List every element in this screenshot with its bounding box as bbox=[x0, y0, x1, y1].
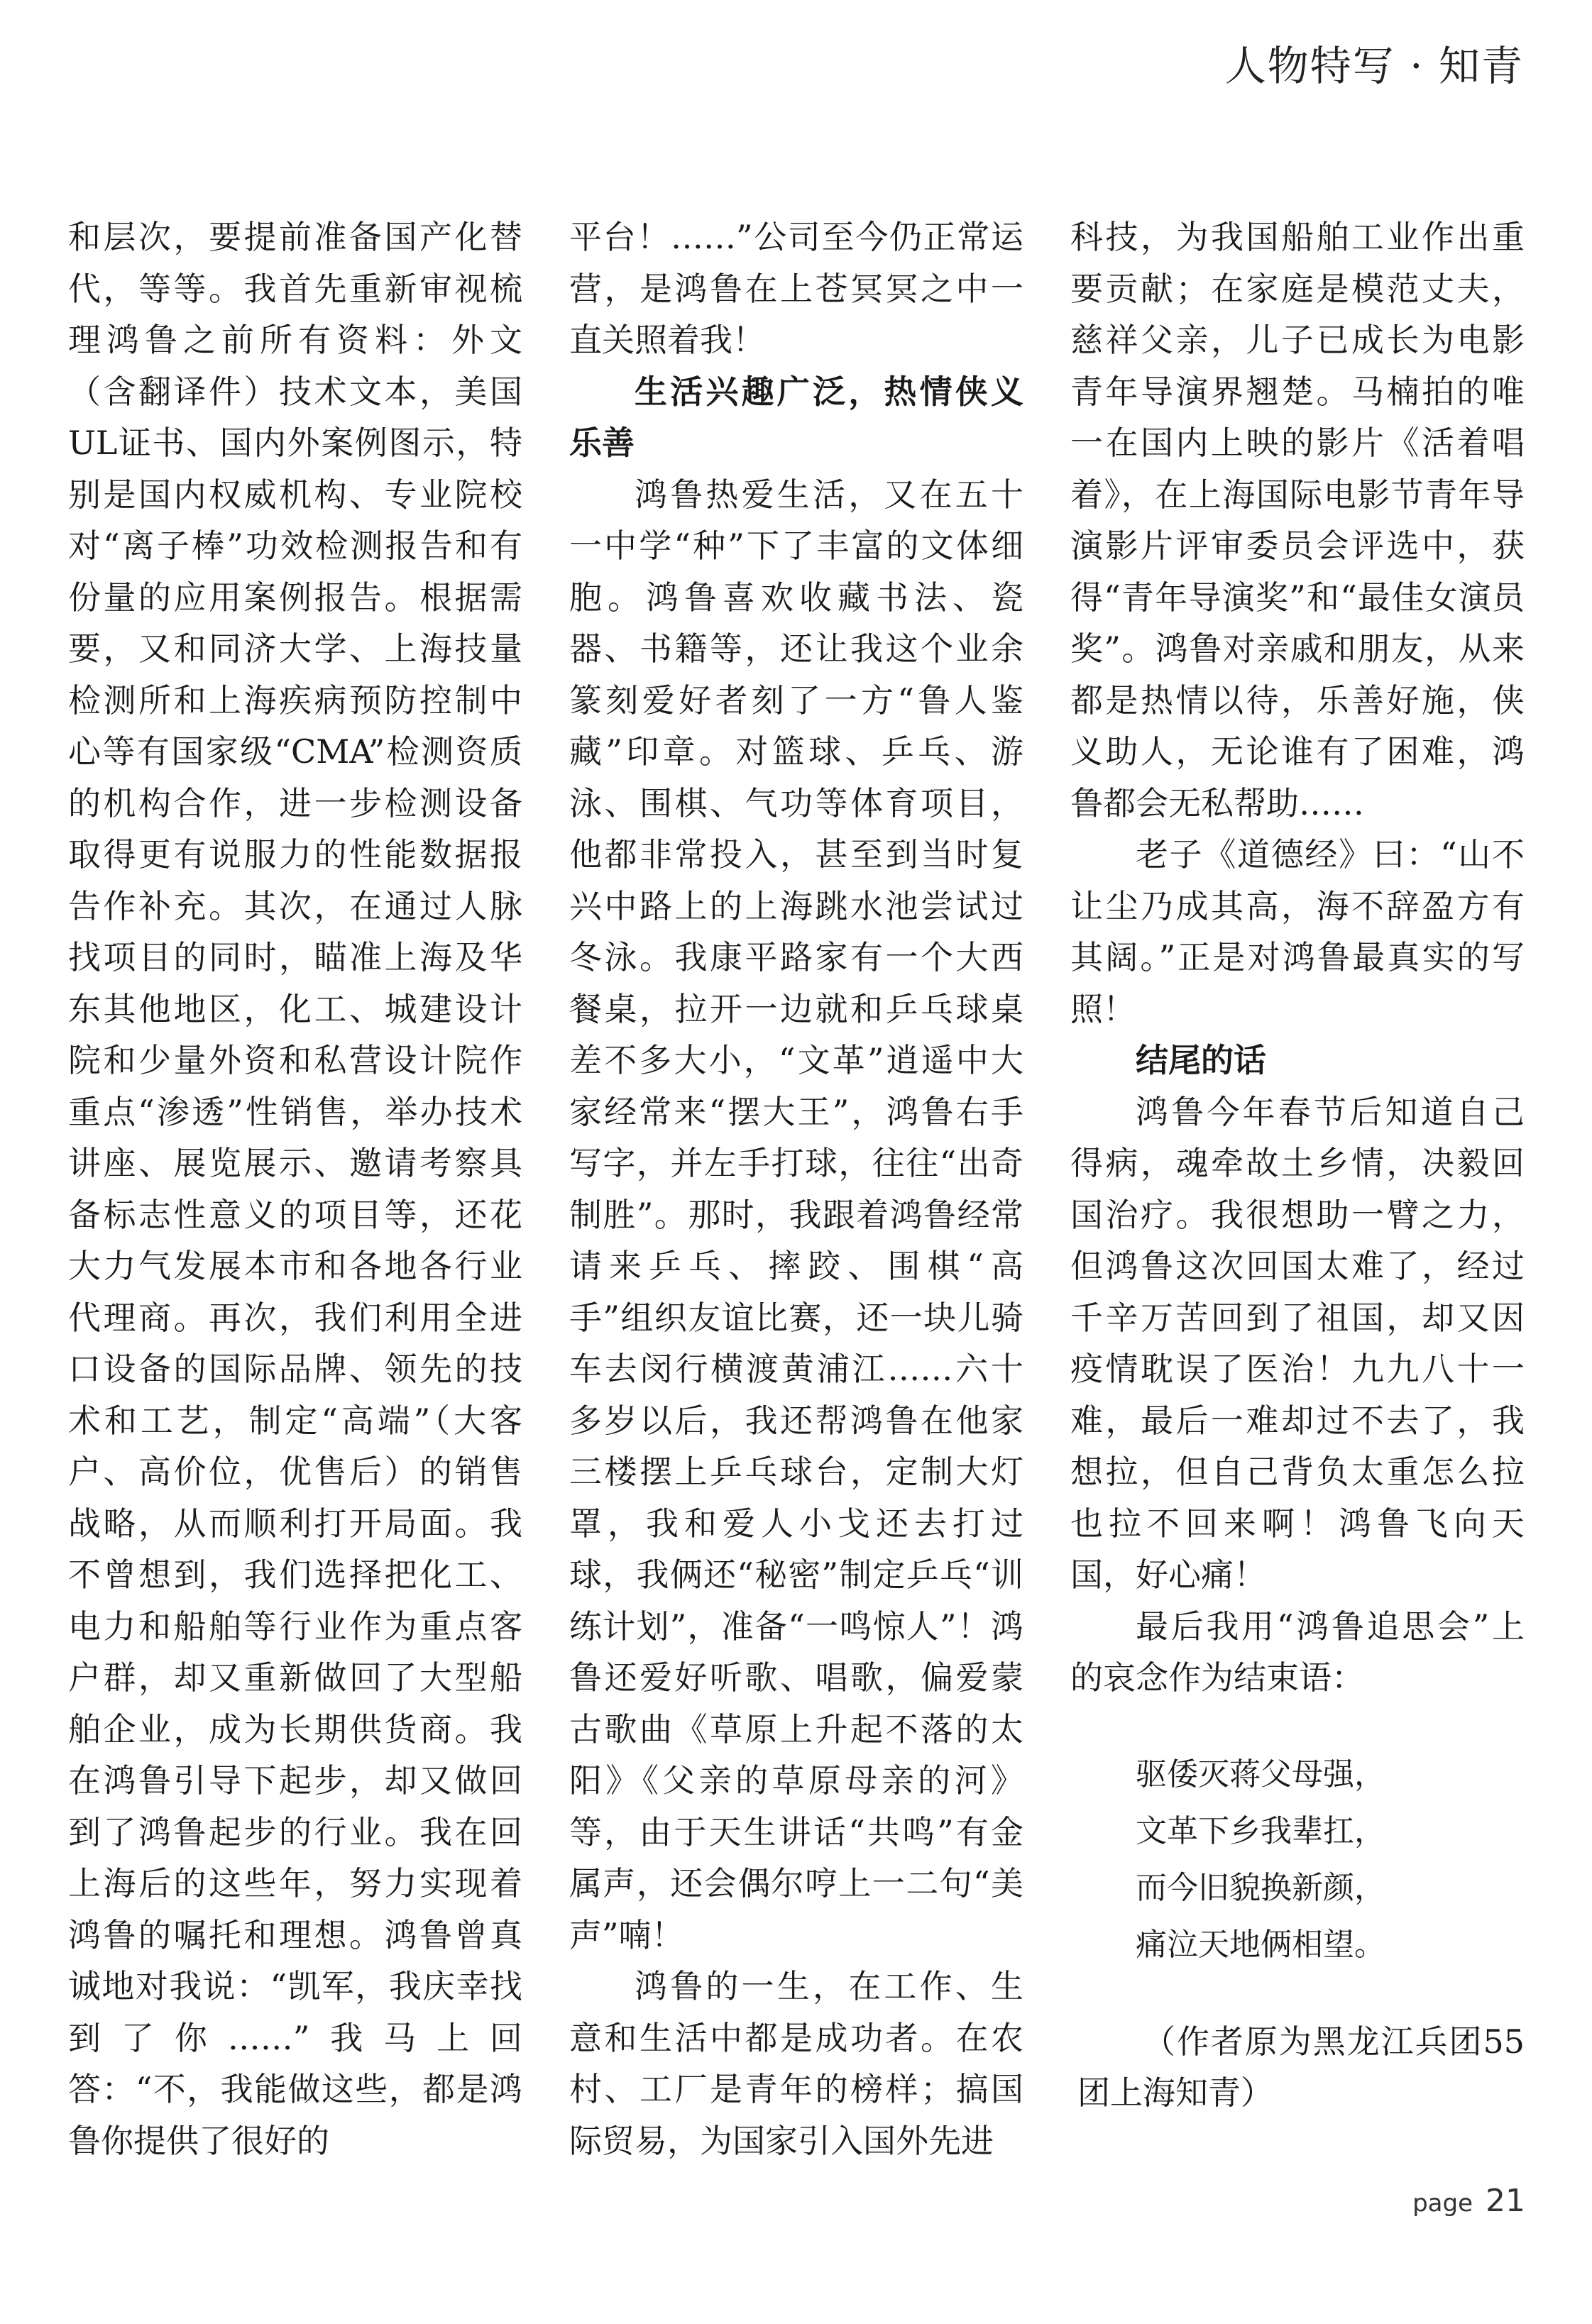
page-number: 21 bbox=[1486, 2183, 1525, 2219]
section-header: 人物特写 · 知青 bbox=[1224, 42, 1524, 90]
poem-line: 驱倭灭蒋父母强， bbox=[1136, 1756, 1385, 1792]
poem-line: 文革下乡我辈扛， bbox=[1136, 1812, 1385, 1849]
paragraph: 老子《道德经》曰：“山不让尘乃成其高，海不辞盈方有其阔。”正是对鸿鲁最真实的写照！ bbox=[1070, 835, 1525, 1028]
section-heading: 结尾的话 bbox=[1136, 1041, 1266, 1079]
paragraph: 科技，为我国船舶工业作出重要贡献；在家庭是模范丈夫，慈祥父亲，儿子已成长为电影青年导演界翘楚。马楠拍的唯一在国内上映的影片《活着唱着》，在上海国际电影节青年导演影片评审委员会评选中，获得“青年导演奖”和“最佳女演员奖”。鸿鲁对亲戚和朋友，从来都是热情以待，乐善好施，侠义助人，无论谁有了困难，鸿鲁都会无私帮助…… bbox=[1070, 218, 1525, 822]
author-note: （作者原为黑龙江兵团55团上海知青） bbox=[1077, 2022, 1525, 2112]
poem-line: 痛泣天地俩相望。 bbox=[1136, 1926, 1385, 1963]
page-footer bbox=[1412, 2183, 1525, 2219]
article-column-1 bbox=[68, 211, 522, 2166]
poem bbox=[1136, 1746, 1525, 1973]
page-label: page bbox=[1412, 2189, 1473, 2218]
paragraph: 鸿鲁的一生，在工作、生意和生活中都是成功者。在农村、工厂是青年的榜样；搞国际贸易，为国家引入国外先进 bbox=[569, 1967, 1023, 2160]
section-heading: 生活兴趣广泛，热情侠义乐善 bbox=[569, 372, 1023, 462]
poem-line: 而今旧貌换新颜， bbox=[1136, 1869, 1385, 1906]
paragraph: 平台！……”公司至今仍正常运营，是鸿鲁在上苍冥冥之中一直关照着我！ bbox=[569, 218, 1023, 359]
paragraph: 鸿鲁今年春节后知道自己得病，魂牵故土乡情，决毅回国治疗。我很想助一臂之力，但鸿鲁这次回国太难了，经过千辛万苦回到了祖国，却又因疫情耽误了医治！九九八十一难，最后一难却过不去了，我想拉，但自己背负太重怎么拉也拉不回来啊！鸿鲁飞向天国，好心痛！ bbox=[1070, 1092, 1525, 1594]
article-column-2 bbox=[569, 211, 1023, 2166]
paragraph: 和层次，要提前准备国产化替代，等等。我首先重新审视梳理鸿鲁之前所有资料：外文（含翻译件）技术文本，美国UL证书、国内外案例图示，特别是国内权威机构、专业院校对“离子棒”功效检测报告和有份量的应用案例报告。根据需要，又和同济大学、上海技量检测所和上海疾病预防控制中心等有国家级“CMA”检测资质的机构合作，进一步检测设备取得更有说服力的性能数据报告作补充。其次，在通过人脉找项目的同时，瞄准上海及华东其他地区，化工、城建设计院和少量外资和私营设计院作重点“渗透”性销售，举办技术讲座、展览展示、邀请考察具备标志性意义的项目等，还花大力气发展本市和各地各行业代理商。再次，我们利用全进口设备的国际品牌、领先的技术和工艺，制定“高端”（大客户、高价位，优售后）的销售战略，从而顺利打开局面。我不曾想到，我们选择把化工、电力和船舶等行业作为重点客户群，却又重新做回了大型船舶企业，成为长期供货商。我在鸿鲁引导下起步，却又做回到了鸿鲁起步的行业。我在回上海后的这些年，努力实现着鸿鲁的嘱托和理想。鸿鲁曾真诚地对我说：“凯军，我庆幸找到了你……”我马上回答：“不，我能做这些，都是鸿鲁你提供了很好的 bbox=[68, 218, 522, 2160]
paragraph: 最后我用“鸿鲁追思会”上的哀念作为结束语： bbox=[1070, 1607, 1525, 1697]
paragraph: 鸿鲁热爱生活，又在五十一中学“种”下了丰富的文体细胞。鸿鲁喜欢收藏书法、瓷器、书籍等，还让我这个业余篆刻爱好者刻了一方“鲁人鉴藏”印章。对篮球、乒乓、游泳、围棋、气功等体育项目，他都非常投入，甚至到当时复兴中路上的上海跳水池尝试过冬泳。我康平路家有一个大西餐桌，拉开一边就和乒乓球桌差不多大小，“文革”逍遥中大家经常来“摆大王”，鸿鲁右手写字，并左手打球，往往“出奇制胜”。那时，我跟着鸿鲁经常请来乒乓、摔跤、围棋“高手”组织友谊比赛，还一块儿骑车去闵行横渡黄浦江……六十多岁以后，我还帮鸿鲁在他家三楼摆上乒乓球台，定制大灯罩，我和爱人小戈还去打过球，我俩还“秘密”制定乒乓“训练计划”，准备“一鸣惊人”！鸿鲁还爱好听歌、唱歌，偏爱蒙古歌曲《草原上升起不落的太阳》《父亲的草原母亲的河》等，由于天生讲话“共鸣”有金属声，还会偶尔哼上一二句“美声”喃！ bbox=[569, 475, 1023, 1954]
article-column-3 bbox=[1070, 211, 1525, 2119]
